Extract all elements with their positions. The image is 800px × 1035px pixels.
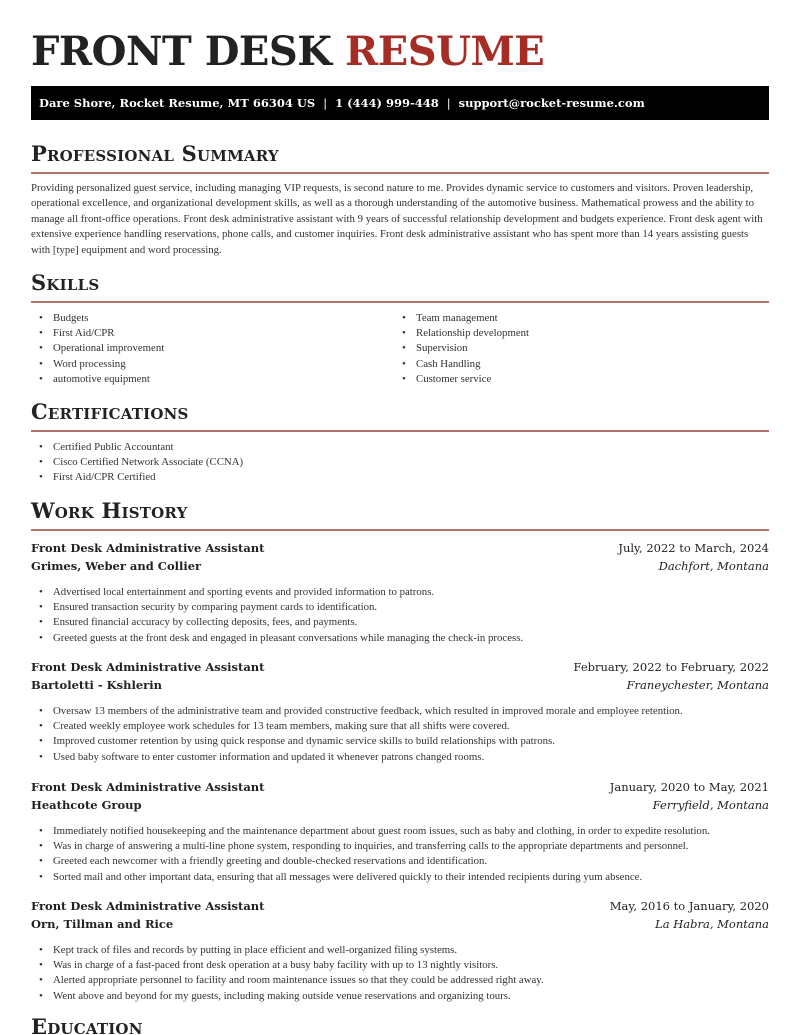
job-location: Dachfort, Montana bbox=[658, 559, 769, 573]
job-bullet: • Ensured financial accuracy by collecting deposits, fees, and payments. bbox=[31, 615, 769, 630]
skill-item: • automotive equipment bbox=[31, 372, 164, 387]
job-dates: May, 2016 to January, 2020 bbox=[609, 899, 769, 913]
certification-item: • Certified Public Accountant bbox=[31, 440, 243, 455]
skill-item: • Operational improvement bbox=[31, 341, 164, 356]
job-bullet: • Used baby software to enter customer information and updated it whenever patrons changed rooms. bbox=[31, 750, 769, 765]
section-divider bbox=[31, 301, 769, 303]
job-bullet: • Oversaw 13 members of the administrative team and provided constructive feedback, which resulted in improved morale and employee retention. bbox=[31, 704, 769, 719]
resume-title bbox=[31, 30, 544, 74]
job-bullet: • Was in charge of a fast-paced front desk operation at a busy baby facility with up to 13 nightly visitors. bbox=[31, 958, 769, 973]
job-bullet: • Sorted mail and other important data, ensuring that all messages were delivered quickly to their intended recipients during yum absence. bbox=[31, 870, 769, 885]
title-accent: RESUME bbox=[345, 28, 545, 75]
job-bullet: • Ensured transaction security by comparing payment cards to identification. bbox=[31, 600, 769, 615]
job-company: Heathcote Group bbox=[31, 798, 142, 812]
skill-item: • Word processing bbox=[31, 357, 164, 372]
job-dates: January, 2020 to May, 2021 bbox=[609, 780, 769, 794]
skill-item: • Team management bbox=[394, 311, 529, 326]
skill-item: • Supervision bbox=[394, 341, 529, 356]
job-entry bbox=[31, 897, 769, 1004]
job-company: Grimes, Weber and Collier bbox=[31, 559, 202, 573]
skill-item: • First Aid/CPR bbox=[31, 326, 164, 341]
separator: | bbox=[446, 96, 451, 110]
job-role: Front Desk Administrative Assistant bbox=[31, 899, 265, 913]
skill-item: • Relationship development bbox=[394, 326, 529, 341]
job-entry bbox=[31, 539, 769, 646]
job-role: Front Desk Administrative Assistant bbox=[31, 780, 265, 794]
certification-item: • First Aid/CPR Certified bbox=[31, 470, 243, 485]
section-title-education: Education bbox=[31, 1014, 143, 1035]
separator: | bbox=[323, 96, 328, 110]
job-location: La Habra, Montana bbox=[655, 917, 769, 931]
skills-list-right bbox=[394, 311, 529, 387]
job-company: Bartoletti - Kshlerin bbox=[31, 678, 162, 692]
skill-item: • Customer service bbox=[394, 372, 529, 387]
job-entry bbox=[31, 778, 769, 885]
certification-item: • Cisco Certified Network Associate (CCNA) bbox=[31, 455, 243, 470]
contact-phone: 1 (444) 999-448 bbox=[335, 96, 439, 110]
section-title-certifications: Certifications bbox=[31, 399, 189, 424]
job-bullet: • Was in charge of answering a multi-line phone system, responding to inquiries, and transferring calls to the appropriate departments and personnel. bbox=[31, 839, 769, 854]
job-bullet: • Greeted each newcomer with a friendly greeting and double-checked reservations and identification. bbox=[31, 854, 769, 869]
job-location: Ferryfield, Montana bbox=[652, 798, 769, 812]
job-bullet: • Immediately notified housekeeping and the maintenance department about guest room issues, such as baby and clothing, in order to expedite resolution. bbox=[31, 824, 769, 839]
section-divider bbox=[31, 529, 769, 531]
skill-item: • Budgets bbox=[31, 311, 164, 326]
summary-text: Providing personalized guest service, including managing VIP requests, is second nature to me. Provides dynamic service to customers and visitors. Proven leadership, operational excellence, and organizational development skills, as well as a thorough understanding of the automotive business. Mathematical prowess and the ability to manage all front-office operations. Front desk administrative assistant with 9 years of successful relationship development and budgets experience. Front desk agent with extensive experience handling reservations, phone calls, and customer inquiries. Front desk administrative assistant who has spent more than 14 years assisting guests with [type] equipment and word processing. bbox=[31, 182, 763, 256]
section-title-skills: Skills bbox=[31, 270, 100, 295]
title-main: FRONT DESK bbox=[31, 28, 345, 75]
job-location: Franeychester, Montana bbox=[626, 678, 769, 692]
job-bullet: • Went above and beyond for my guests, including making outside venue reservations and organizing tours. bbox=[31, 989, 769, 1004]
job-bullet: • Advertised local entertainment and sporting events and provided information to patrons. bbox=[31, 585, 769, 600]
job-bullets bbox=[31, 704, 769, 765]
job-bullets bbox=[31, 824, 769, 885]
job-dates: July, 2022 to March, 2024 bbox=[618, 541, 769, 555]
section-title-summary: Professional Summary bbox=[31, 141, 279, 166]
section-divider bbox=[31, 430, 769, 432]
job-role: Front Desk Administrative Assistant bbox=[31, 541, 265, 555]
certifications-list bbox=[31, 440, 243, 486]
job-dates: February, 2022 to February, 2022 bbox=[573, 660, 769, 674]
job-company: Orn, Tillman and Rice bbox=[31, 917, 174, 931]
skills-list-left bbox=[31, 311, 164, 387]
job-bullets bbox=[31, 585, 769, 646]
contact-email[interactable]: support@rocket-resume.com bbox=[458, 96, 645, 110]
contact-bar bbox=[31, 86, 769, 120]
job-bullet: • Greeted guests at the front desk and engaged in pleasant conversations while managing the check-in process. bbox=[31, 631, 769, 646]
job-bullet: • Improved customer retention by using quick response and dynamic service skills to build relationships with patrons. bbox=[31, 734, 769, 749]
job-role: Front Desk Administrative Assistant bbox=[31, 660, 265, 674]
section-title-work-history: Work History bbox=[31, 498, 188, 523]
job-entry bbox=[31, 658, 769, 765]
skill-item: • Cash Handling bbox=[394, 357, 529, 372]
job-bullet: • Alerted appropriate personnel to facility and room maintenance issues so that they could be addressed right away. bbox=[31, 973, 769, 988]
job-bullets bbox=[31, 943, 769, 1004]
job-bullet: • Kept track of files and records by putting in place efficient and well-organized filing systems. bbox=[31, 943, 769, 958]
job-bullet: • Created weekly employee work schedules for 13 team members, making sure that all shifts were covered. bbox=[31, 719, 769, 734]
contact-address: Dare Shore, Rocket Resume, MT 66304 US bbox=[39, 96, 316, 110]
section-divider bbox=[31, 172, 769, 174]
